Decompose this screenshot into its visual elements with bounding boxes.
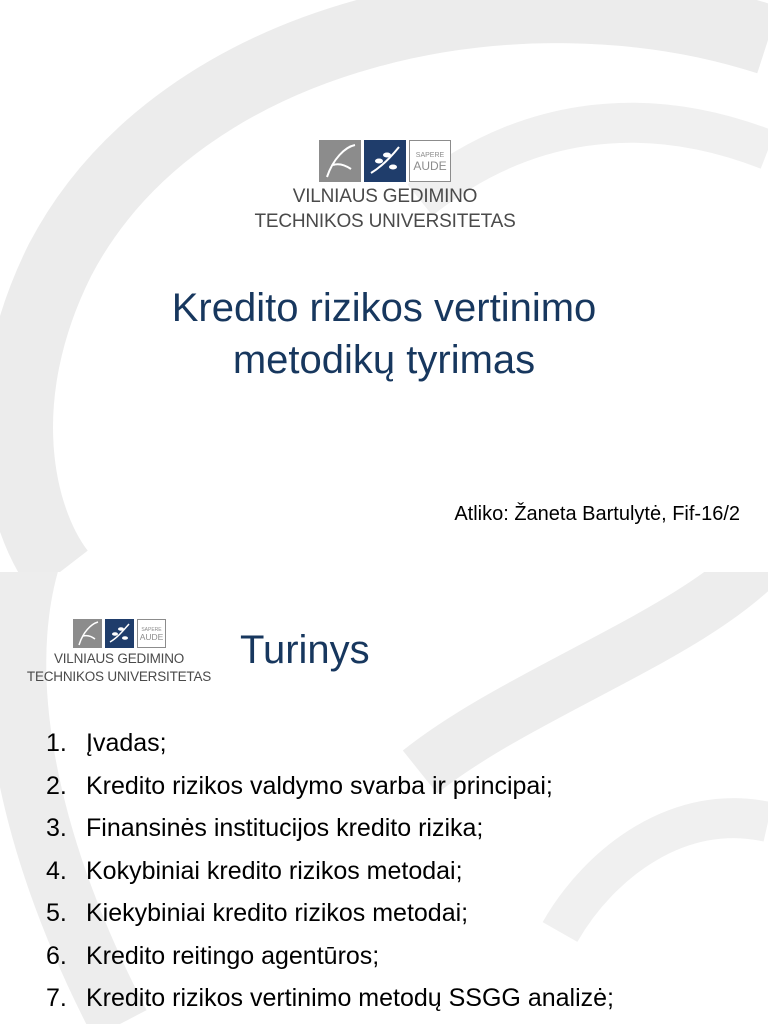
logo-line-2: TECHNIKOS UNIVERSITETAS [254, 210, 516, 232]
list-item [46, 722, 614, 765]
list-item [46, 935, 614, 978]
logo-line-1: VILNIAUS GEDIMINO [53, 651, 185, 666]
logo-line-1: VILNIAUS GEDIMINO [292, 186, 478, 207]
item-text: Finansinės institucijos kredito rizika; [86, 814, 484, 842]
item-number: 7. [46, 984, 67, 1012]
item-number: 3. [46, 814, 67, 842]
list-item [46, 807, 614, 850]
saperei-text: SAPERE [140, 627, 162, 633]
aude-text: AUDE [413, 159, 447, 173]
title-line-2: metodikų tyrimas [232, 338, 536, 382]
saperei-text: SAPERE [415, 152, 445, 159]
item-number: 6. [46, 941, 67, 970]
aude-text: AUDE [139, 632, 163, 642]
item-text: Kredito rizikos vertinimo metodų SSGG analizė; [86, 984, 614, 1012]
item-number: 2. [46, 771, 67, 800]
item-text: Įvadas; [86, 729, 167, 757]
item-number: 4. [46, 856, 67, 885]
logo-emblem [73, 618, 166, 649]
list-item [46, 765, 614, 808]
university-logo [240, 139, 530, 233]
item-text: Kredito reitingo agentūros; [86, 941, 380, 970]
title-line-1: Kredito rizikos vertinimo [171, 286, 597, 330]
list-item [46, 892, 614, 935]
item-number: 1. [46, 729, 67, 757]
item-text: Kredito rizikos valdymo svarba ir principai; [86, 771, 553, 800]
contents-list [46, 722, 614, 1020]
author-line: Atliko: Žaneta Bartulytė, Fif-16/2 [454, 503, 740, 525]
logo-emblem [319, 139, 451, 183]
presentation-title [0, 282, 768, 386]
university-logo-small [14, 618, 224, 685]
item-text: Kokybiniai kredito rizikos metodai; [86, 856, 463, 885]
logo-line-2: TECHNIKOS UNIVERSITETAS [26, 668, 212, 684]
list-item [46, 850, 614, 893]
item-number: 5. [46, 899, 67, 927]
list-item [46, 977, 614, 1020]
item-text: Kiekybiniai kredito rizikos metodai; [86, 899, 469, 927]
contents-title: Turinys [240, 628, 370, 672]
